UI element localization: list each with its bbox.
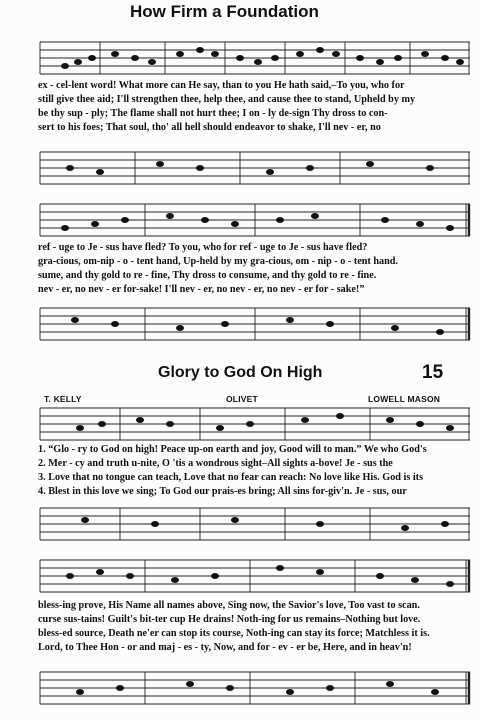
lyric-line: 3. Love that no tongue can teach, Love that no fear can reach: No love like His. God is its (38, 472, 424, 483)
hymn2-tune: OLIVET (226, 394, 258, 404)
lyric-line: bless-ing prove, His Name all names above, Sing now, the Savior's love, Too vast to scan. (38, 600, 420, 611)
lyric-line: Lord, to Thee Hon - or and maj - es - ty, Now, and for - ev - er be, Here, and in heav'n! (38, 642, 412, 653)
hymn1-verse-block-2 (38, 242, 478, 302)
lyric-line: sert to his foes; That soul, tho' all hell should endeavor to shake, I'll nev - er, no (38, 122, 381, 133)
hymn1-treble-staff-2 (40, 200, 470, 240)
hymn2-verse-block-1 (38, 444, 478, 504)
hymn2-verse-block-2 (38, 600, 478, 660)
hymn2-composer: LOWELL MASON (368, 394, 441, 404)
lyric-line: 2. Mer - cy and truth u-nite, O 'tis a wondrous sight–All sights a-bove! Je - sus the (38, 458, 393, 469)
lyric-line: 4. Blest in this love we sing; To God our prais-es bring; All sins for-giv'n. Je - sus, our (38, 486, 407, 497)
lyric-line: bless-ed source, Death ne'er can stop its course, Noth-ing can stay its force; Matchless it is. (38, 628, 430, 639)
lyric-line: gra-cious, om-nip - o - tent hand, Up-held by my gra-cious, om - nip - o - tent hand. (38, 256, 398, 267)
hymn1-title: How Firm a Foundation (130, 2, 319, 21)
lyric-line: sume, and thy gold to re - fine, Thy dross to consume, and thy gold to re - fine. (38, 270, 377, 281)
hymn1-treble-staff-1 (40, 38, 470, 78)
hymn2-bass-staff-2 (40, 668, 470, 708)
lyric-line: ref - uge to Je - sus have fled? To you, who for ref - uge to Je - sus have fled? (38, 242, 368, 253)
hymn1-bass-staff-1 (40, 148, 470, 188)
hymn2-treble-staff-2 (40, 556, 470, 596)
lyric-line: 1. “Glo - ry to God on high! Peace up-on earth and joy, Good will to man.” We who God's (38, 444, 427, 455)
lyric-line: still give thee aid; I'll strengthen thee, help thee, and cause thee to stand, Upheld by my (38, 94, 416, 105)
hymn2-treble-staff-1 (40, 404, 470, 444)
hymn1-bass-staff-2 (40, 304, 470, 344)
lyric-line: be thy sup - ply; The flame shall not hurt thee; I on - ly de-sign Thy dross to con- (38, 108, 388, 119)
lyric-line: ex - cel-lent word! What more can He say, than to you He hath said,–To you, who for (38, 80, 405, 91)
hymn2-number: 15 (422, 362, 444, 383)
lyric-line: curse sus-tains! Guilt's bit-ter cup He drains! Noth-ing for us remains–Nothing but love. (38, 614, 421, 625)
lyric-line: nev - er, no nev - er for-sake! I'll nev - er, no nev - er, no nev - er for - sake!” (38, 284, 365, 295)
hymn1-verse-block-1 (38, 80, 478, 140)
hymn2-title: Glory to God On High (158, 364, 323, 381)
hymn2-bass-staff-1 (40, 504, 470, 544)
hymn2-author: T. KELLY (44, 394, 82, 404)
